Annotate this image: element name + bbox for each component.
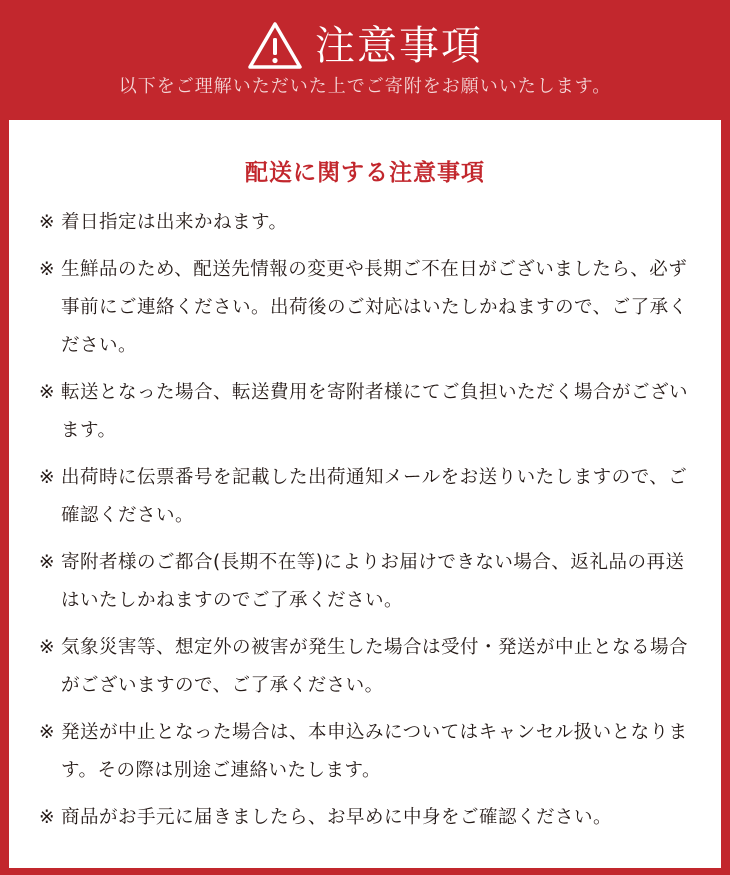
- note-item: [39, 714, 699, 790]
- note-item: [39, 544, 699, 620]
- content-panel: [9, 120, 721, 868]
- note-text: 商品がお手元に届きましたら、お早めに中身をご確認ください。: [61, 807, 613, 828]
- section-title: 配送に関する注意事項: [245, 160, 485, 186]
- note-bullet: ※: [39, 382, 56, 403]
- note-text: 寄附者様のご都合(長期不在等)によりお届けできない場合、返礼品の再送はいたしかねますのでご了承ください。: [61, 552, 685, 611]
- note-text: 転送となった場合、転送費用を寄附者様にてご負担いただく場合がございます。: [61, 382, 689, 441]
- note-item: [39, 799, 699, 837]
- notes-list: [39, 204, 699, 846]
- note-bullet: ※: [39, 467, 56, 488]
- warning-triangle-icon: [247, 21, 303, 71]
- note-item: [39, 459, 699, 535]
- note-bullet: ※: [39, 552, 56, 573]
- note-bullet: ※: [39, 722, 56, 743]
- page-subtitle: 以下をご理解いただいた上でご寄附をお願いいたします。: [118, 76, 612, 97]
- note-bullet: ※: [39, 637, 56, 658]
- note-bullet: ※: [39, 259, 56, 280]
- header: [0, 0, 730, 120]
- note-text: 着日指定は出来かねます。: [61, 212, 288, 233]
- note-item: [39, 251, 699, 365]
- note-text: 発送が中止となった場合は、本申込みについてはキャンセル扱いとなります。その際は別途ご連絡いたします。: [61, 722, 688, 781]
- note-item: [39, 204, 699, 242]
- note-text: 出荷時に伝票番号を記載した出荷通知メールをお送りいたしますので、ご確認ください。: [61, 467, 688, 526]
- note-bullet: ※: [39, 807, 56, 828]
- note-text: 生鮮品のため、配送先情報の変更や長期ご不在日がございましたら、必ず事前にご連絡ください。出荷後のご対応はいたしかねますので、ご了承ください。: [61, 259, 688, 356]
- page-title: 注意事項: [315, 23, 483, 69]
- note-bullet: ※: [39, 212, 56, 233]
- title-row: [0, 16, 730, 76]
- note-text: 気象災害等、想定外の被害が発生した場合は受付・発送が中止となる場合がございますので、ご了承ください。: [61, 637, 689, 696]
- note-item: [39, 374, 699, 450]
- note-item: [39, 629, 699, 705]
